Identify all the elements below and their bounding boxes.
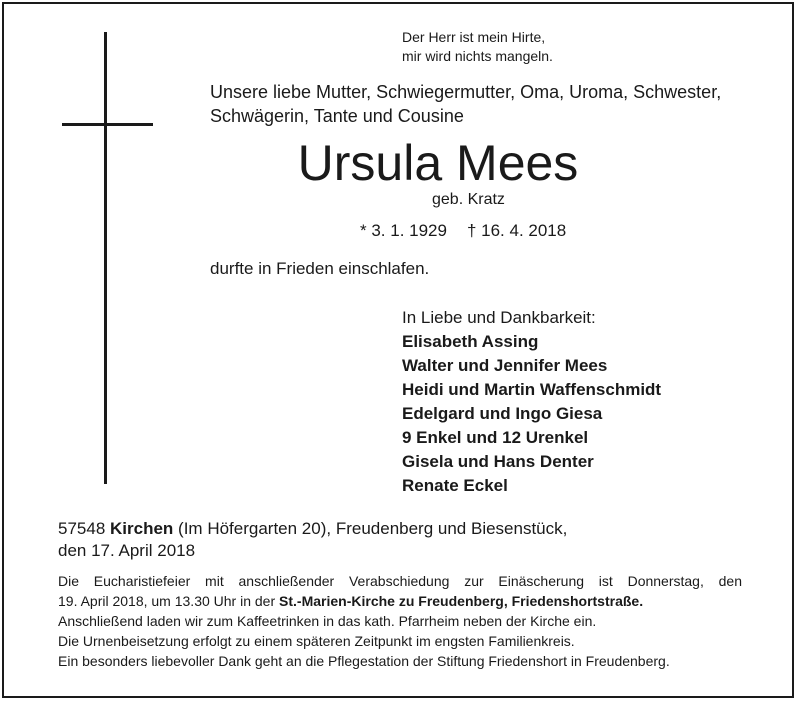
service-line [58, 591, 742, 611]
psalm-line: Der Herr ist mein Hirte, [402, 29, 546, 45]
deceased-name: Ursula Mees [297, 135, 579, 191]
postcode: 57548 [58, 519, 106, 538]
death-date: † 16. 4. 2018 [466, 221, 567, 240]
cross-icon [104, 32, 107, 484]
passing-text: durfte in Frieden einschlafen. [210, 259, 430, 278]
mourner-name: Edelgard und Ingo Giesa [402, 404, 603, 423]
relations-line: Unsere liebe Mutter, Schwiegermutter, Oma, Uroma, Schwester, [210, 82, 722, 102]
service-church: St.-Marien-Kirche zu Freudenberg, Friedenshortstraße. [279, 593, 644, 609]
city: Kirchen [110, 519, 174, 538]
service-info [58, 571, 742, 671]
address-rest: (Im Höfergarten 20), Freudenberg und Biesenstück, [178, 519, 568, 538]
mourner-name: 9 Enkel und 12 Urenkel [402, 428, 589, 447]
psalm-quote [402, 28, 553, 66]
service-line: Ein besonders liebevoller Dank geht an die Pflegestation der Stiftung Friedenshort in Freudenberg. [58, 653, 670, 669]
mourner-name: Gisela und Hans Denter [402, 452, 594, 471]
service-time: 19. April 2018, um 13.30 Uhr in der [58, 593, 276, 609]
service-line: Anschließend laden wir zum Kaffeetrinken in das kath. Pfarrheim neben der Kirche ein. [58, 613, 597, 629]
relations-line: Schwägerin, Tante und Cousine [210, 106, 464, 126]
mourner-name: Renate Eckel [402, 476, 508, 495]
psalm-line: mir wird nichts mangeln. [402, 48, 553, 64]
life-dates [360, 220, 566, 242]
mourner-name: Walter und Jennifer Mees [402, 356, 608, 375]
mourner-name: Elisabeth Assing [402, 332, 539, 351]
address-line [58, 518, 567, 540]
cross-icon-bar [62, 123, 153, 126]
service-line: Die Urnenbeisetzung erfolgt zu einem späteren Zeitpunkt im engsten Familienkreis. [58, 633, 575, 649]
notice-date: den 17. April 2018 [58, 541, 196, 560]
location-block [58, 518, 567, 562]
mourner-name: Heidi und Martin Waffenschmidt [402, 380, 662, 399]
birth-date: * 3. 1. 1929 [360, 221, 447, 240]
mourners-list [402, 306, 661, 498]
relations-text [210, 80, 721, 128]
mourners-intro: In Liebe und Dankbarkeit: [402, 308, 596, 327]
service-line: Die Eucharistiefeier mit anschließender Verabschiedung zur Einäscherung ist Donnerstag, den [58, 573, 742, 589]
birth-name: geb. Kratz [432, 191, 505, 208]
